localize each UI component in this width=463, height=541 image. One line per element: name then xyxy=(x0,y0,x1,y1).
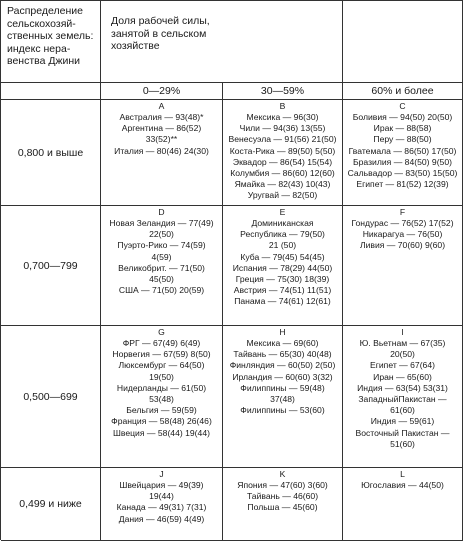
cell-line: Боливия — 94(50) 20(50) xyxy=(352,112,453,122)
cell-letter: K xyxy=(279,469,286,479)
table-cell xyxy=(343,206,463,326)
table-cell xyxy=(343,326,463,468)
cell-line: Иран — 65(60) xyxy=(373,371,432,382)
cell-line: Филиппины — 53(60) xyxy=(240,405,325,416)
cell-line: Филиппины — 59(48) xyxy=(240,382,325,393)
column-axis-header-line: занятой в сельском xyxy=(111,27,207,40)
cell-line: Новая Зеландия — 77(49) xyxy=(109,218,214,228)
cell-line: Никарагуа — 76(50) xyxy=(362,229,443,240)
cell-letter: A xyxy=(158,101,165,111)
cell-letter: H xyxy=(279,327,286,337)
table-cell xyxy=(343,468,463,541)
cell-line: Эквадор — 86(54) 15(54) xyxy=(232,156,333,167)
cell-line: Ирландия — 60(60) 3(32) xyxy=(232,371,333,382)
cell-line: Финляндия — 60(50) 2(50) xyxy=(229,360,336,371)
cell-line: Япония — 47(60) 3(60) xyxy=(237,480,328,490)
cell-line: 37(48) xyxy=(270,394,295,405)
table-cell xyxy=(343,100,463,206)
cell-line: Панама — 74(61) 12(61) xyxy=(234,296,331,307)
cell-line: Мексика — 96(30) xyxy=(246,112,319,122)
row-axis-header-line: сельскохозяй- xyxy=(7,17,76,30)
cell-line: 51(60) xyxy=(390,438,415,449)
cell-line: Тайвань — 46(60) xyxy=(246,491,319,502)
cell-line: ЗападныйПакистан — xyxy=(358,394,447,405)
cell-line: 19(44) xyxy=(149,491,174,502)
cell-line: Австралия — 93(48)* xyxy=(119,112,204,122)
table-cell xyxy=(101,100,223,206)
cell-line: Тайвань — 65(30) 40(48) xyxy=(233,349,332,360)
cell-line: Норвегия — 67(59) 8(50) xyxy=(112,349,211,360)
cell-line: Канада — 49(31) 7(31) xyxy=(116,502,207,513)
cell-line: Франция — 58(48) 26(46) xyxy=(111,416,212,427)
cell-line: Аргентина — 86(52) xyxy=(121,123,202,134)
cell-letter: B xyxy=(279,101,286,111)
cell-line: 19(50) xyxy=(149,371,174,382)
cell-line: Италия — 80(46) 24(30) xyxy=(114,145,209,156)
row-header-spacer xyxy=(1,1,101,100)
cell-line: 4(59) xyxy=(151,251,172,262)
table-cell xyxy=(101,468,223,541)
cell-letter: J xyxy=(159,469,164,479)
column-axis-header-line: Доля рабочей силы, xyxy=(111,15,210,27)
row-label: 0,499 и ниже xyxy=(1,468,101,541)
cell-line: 53(48) xyxy=(149,394,174,405)
row-label: 0,500—699 xyxy=(1,326,101,468)
cell-line: Уругвай — 82(50) xyxy=(247,190,318,201)
cell-line: Гондурас — 76(52) 17(52) xyxy=(351,218,454,228)
cell-letter: D xyxy=(158,207,165,217)
column-header-spacer xyxy=(223,1,343,83)
cell-letter: L xyxy=(400,469,405,479)
cell-letter: I xyxy=(401,327,404,337)
cell-line: Республика — 79(50) xyxy=(240,229,325,240)
cell-letter: F xyxy=(399,207,406,217)
row-axis-header-line: Распределение xyxy=(7,5,83,17)
cell-line: 61(60) xyxy=(390,405,415,416)
cell-line: Югославия — 44(50) xyxy=(361,480,444,490)
cell-line: Куба — 79(45) 54(45) xyxy=(240,251,325,262)
cell-line: Нидерланды — 61(50) xyxy=(116,382,207,393)
table-cell xyxy=(101,326,223,468)
row-label: 0,800 и выше xyxy=(1,100,101,206)
cell-line: Австрия — 74(51) 11(51) xyxy=(233,285,332,296)
row-axis-header-line: венства Джини xyxy=(7,55,81,67)
column-header: 30—59% xyxy=(223,83,343,100)
table-cell xyxy=(223,468,343,541)
column-header: 60% и более xyxy=(343,83,463,100)
cell-line: Ю. Вьетнам — 67(35) xyxy=(359,338,446,348)
cell-line: Ирак — 88(58) xyxy=(373,123,432,134)
cell-line: Дания — 46(59) 4(49) xyxy=(118,513,205,524)
column-axis-header xyxy=(101,1,223,83)
cell-line: Швеция — 58(44) 19(44) xyxy=(113,427,210,438)
column-axis-header-line: хозяйстве xyxy=(111,40,160,52)
cell-line: Польша — 45(60) xyxy=(247,502,318,513)
row-axis-header-line: ственных земель: xyxy=(7,30,94,42)
cell-line: Сальвадор — 83(50) 15(50) xyxy=(347,168,458,179)
row-label: 0,700—799 xyxy=(1,206,101,326)
cell-line: Люксембург — 64(50) xyxy=(118,360,205,371)
cell-line: Греция — 75(30) 18(39) xyxy=(235,274,330,285)
cell-letter: E xyxy=(279,207,286,217)
cell-letter: C xyxy=(399,101,406,111)
table-cell xyxy=(223,326,343,468)
cell-line: 21 (50) xyxy=(268,240,297,251)
cell-line: Бразилия — 84(50) 9(50) xyxy=(353,156,452,167)
cell-line: Коста-Рика — 89(50) 5(50) xyxy=(229,145,336,156)
cell-line: Бельгия — 59(59) xyxy=(126,405,197,416)
cell-line: Доминиканская xyxy=(251,218,314,228)
cell-line: Восточный Пакистан — xyxy=(355,427,450,438)
column-header-spacer xyxy=(343,1,463,83)
table-cell xyxy=(223,206,343,326)
cell-line: Швейцария — 49(39) xyxy=(119,480,204,490)
cell-line: Индия — 63(54) 53(31) xyxy=(357,382,448,393)
cell-line: Великобрит. — 71(50) xyxy=(118,262,205,273)
cell-line: 20(50) xyxy=(390,349,415,360)
cell-line: Индия — 59(61) xyxy=(370,416,435,427)
cell-line: 45(50) xyxy=(149,274,174,285)
cell-line: Гватемала — 86(50) 17(50) xyxy=(348,145,457,156)
cell-line: Перу — 88(50) xyxy=(373,134,432,145)
cell-line: 22(50) xyxy=(149,229,174,240)
table-cell xyxy=(101,206,223,326)
cell-line: Испания — 78(29) 44(50) xyxy=(232,262,333,273)
cell-line: Египет — 67(64) xyxy=(370,360,435,371)
cell-line: Ямайка — 82(43) 10(43) xyxy=(234,179,331,190)
cell-line: 33(52)** xyxy=(145,134,178,145)
cell-line: Мексика — 69(60) xyxy=(246,338,319,348)
cell-letter: G xyxy=(158,327,165,337)
cell-line: Венесуэла — 91(56) 21(50) xyxy=(228,134,337,145)
cell-line: Чили — 94(36) 13(55) xyxy=(239,123,326,134)
column-header: 0—29% xyxy=(101,83,223,100)
cell-line: Пуэрто-Рико — 74(59) xyxy=(117,240,206,251)
cell-line: Ливия — 70(60) 9(60) xyxy=(359,240,446,251)
cell-line: ФРГ — 67(49) 6(49) xyxy=(122,338,201,348)
cell-line: США — 71(50) 20(59) xyxy=(118,285,205,296)
cell-line: Египет — 81(52) 12(39) xyxy=(356,179,449,190)
row-axis-header-line: индекс нера- xyxy=(7,42,71,55)
cell-line: Колумбия — 86(60) 12(60) xyxy=(230,168,335,179)
table-cell xyxy=(223,100,343,206)
